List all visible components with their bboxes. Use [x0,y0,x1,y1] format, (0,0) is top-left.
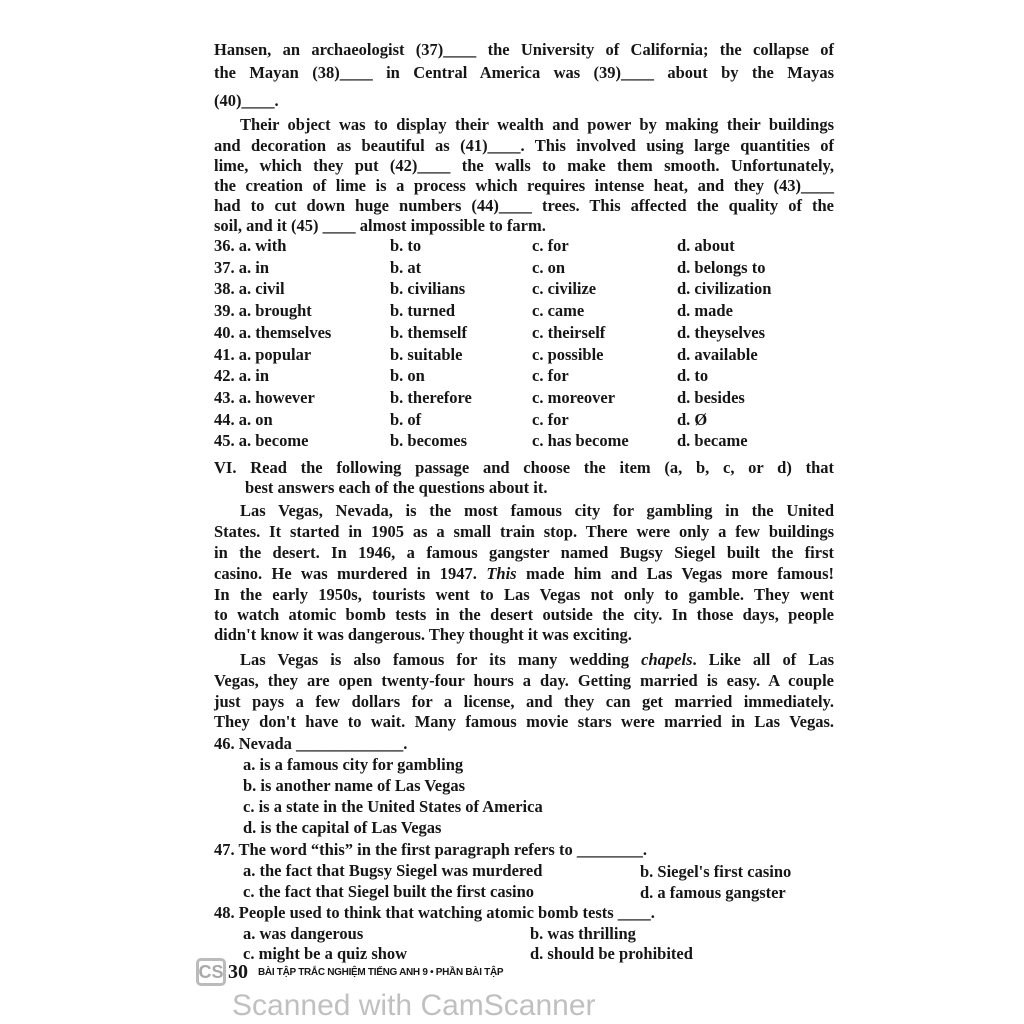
passage-line: Vegas, they are open twenty-four hours a day. Getting married is easy. A couple [214,671,834,690]
passage-line [214,564,834,584]
question-option-a: 44. a. on [214,409,273,429]
option-a: a. is a famous city for gambling [243,755,464,774]
option-a: a. the fact that Bugsy Siegel was murdered [243,861,543,880]
option-b: b. therefore [390,387,472,407]
option-c: c. moreover [532,387,616,407]
emphasis-this: This [486,564,517,583]
option-c: c. the fact that Siegel built the first casino [243,882,534,901]
option-b: b. suitable [390,344,463,364]
section-instruction: Read the following passage and choose the item (a, b, c, or d) that [250,458,834,477]
section-heading [214,458,834,478]
option-c: c. civilize [532,279,597,299]
passage-line: soil, and it (45) ____ almost impossible to farm. [214,216,546,235]
passage-line: Their object was to display their wealth and power by making their buildings [240,115,834,134]
option-d: d. should be prohibited [530,944,693,963]
option-a: a. was dangerous [243,924,364,943]
emphasis-chapels: chapels [641,650,693,669]
option-b: b. themself [390,322,467,342]
passage-line: just pays a few dollars for a license, and they can get married immediately. [214,692,834,711]
text: made him and Las Vegas more famous! [525,564,835,583]
passage-line: to watch atomic bomb tests in the desert outside the city. In those days, people [214,605,834,624]
footer-book-title: BÀI TẬP TRẮC NGHIỆM TIẾNG ANH 9 • PHẦN BÀI TẬP [258,966,504,978]
option-b: b. Siegel's first casino [640,862,792,881]
option-c: c. theirself [532,322,606,342]
option-d: d. made [677,301,733,321]
option-c: c. for [532,236,569,255]
question-option-a: 45. a. become [214,431,309,451]
question-47: 47. The word “this” in the first paragraph refers to ________. [214,840,647,859]
text: Las Vegas is also famous for its many wedding [240,650,630,669]
option-d: d. theyselves [677,322,765,342]
option-b: b. to [390,236,422,255]
option-b: b. was thrilling [530,924,636,943]
option-d: d. is the capital of Las Vegas [243,818,442,837]
passage-line: (40)____. [214,91,279,110]
passage-line: States. It started in 1905 as a small train stop. There were only a few buildings [214,522,834,541]
passage-line: Las Vegas, Nevada, is the most famous city for gambling in the United [240,501,834,520]
passage-line: in the desert. In 1946, a famous gangster named Bugsy Siegel built the first [214,543,834,562]
passage-line [240,650,834,670]
option-b: b. on [390,366,425,386]
option-b: b. civilians [390,279,466,299]
option-c: c. on [532,257,565,277]
option-d: d. Ø [677,409,708,429]
page-number: 30 [228,960,248,983]
passage-line: the creation of lime is a process which requires intense heat, and they (43)____ [214,176,834,195]
question-option-a: 36. a. with [214,236,287,255]
text: casino. He was murdered in 1947. [214,564,477,583]
option-d: d. about [677,236,735,255]
option-d: d. besides [677,387,745,407]
watermark: Scanned with CamScanner [232,989,596,1022]
passage-line: and decoration as beautiful as (41)____. This involved using large quantities of [214,136,834,155]
option-b: b. turned [390,301,456,321]
section-number: VI. [214,458,237,477]
option-d: d. belongs to [677,257,766,277]
question-option-a: 43. a. however [214,387,315,407]
passage-line: the Mayan (38)____ in Central America was (39)____ about by the Mayas [214,63,834,82]
question-48: 48. People used to think that watching atomic bomb tests ____. [214,903,655,922]
page-footer [196,956,503,988]
question-option-a: 38. a. civil [214,279,285,299]
option-d: d. available [677,344,758,364]
option-c: c. for [532,366,569,386]
option-b: b. at [390,257,422,277]
option-d: d. civilization [677,279,772,299]
section-instruction-line2: best answers each of the questions about it. [245,478,548,497]
option-c: c. might be a quiz show [243,944,408,963]
option-b: b. is another name of Las Vegas [243,776,466,795]
question-option-a: 39. a. brought [214,301,312,321]
passage-line: didn't know it was dangerous. They thought it was exciting. [214,625,632,644]
passage-line: Hansen, an archaeologist (37)____ the University of California; the collapse of [214,40,834,59]
question-option-a: 37. a. in [214,257,270,277]
option-b: b. of [390,409,422,429]
option-c: c. possible [532,344,604,364]
passage-line: They don't have to wait. Many famous movie stars were married in Las Vegas. [214,712,834,731]
option-c: c. came [532,301,585,321]
question-option-a: 40. a. themselves [214,322,332,342]
text: . Like all of Las [692,650,834,669]
option-d: d. to [677,366,709,386]
option-d: d. became [677,431,748,451]
option-c: c. is a state in the United States of America [243,797,543,816]
question-option-a: 42. a. in [214,366,270,386]
passage-line: lime, which they put (42)____ the walls to make them smooth. Unfortunately, [214,156,834,175]
option-b: b. becomes [390,431,467,451]
passage-line: had to cut down huge numbers (44)____ trees. This affected the quality of the [214,196,834,215]
question-46: 46. Nevada _____________. [214,734,408,753]
option-c: c. has become [532,431,629,451]
passage-line: In the early 1950s, tourists went to Las Vegas not only to gamble. They went [214,585,834,604]
question-option-a: 41. a. popular [214,344,312,364]
option-c: c. for [532,409,569,429]
camscanner-logo-icon: CS [196,958,226,986]
option-d: d. a famous gangster [640,883,786,902]
